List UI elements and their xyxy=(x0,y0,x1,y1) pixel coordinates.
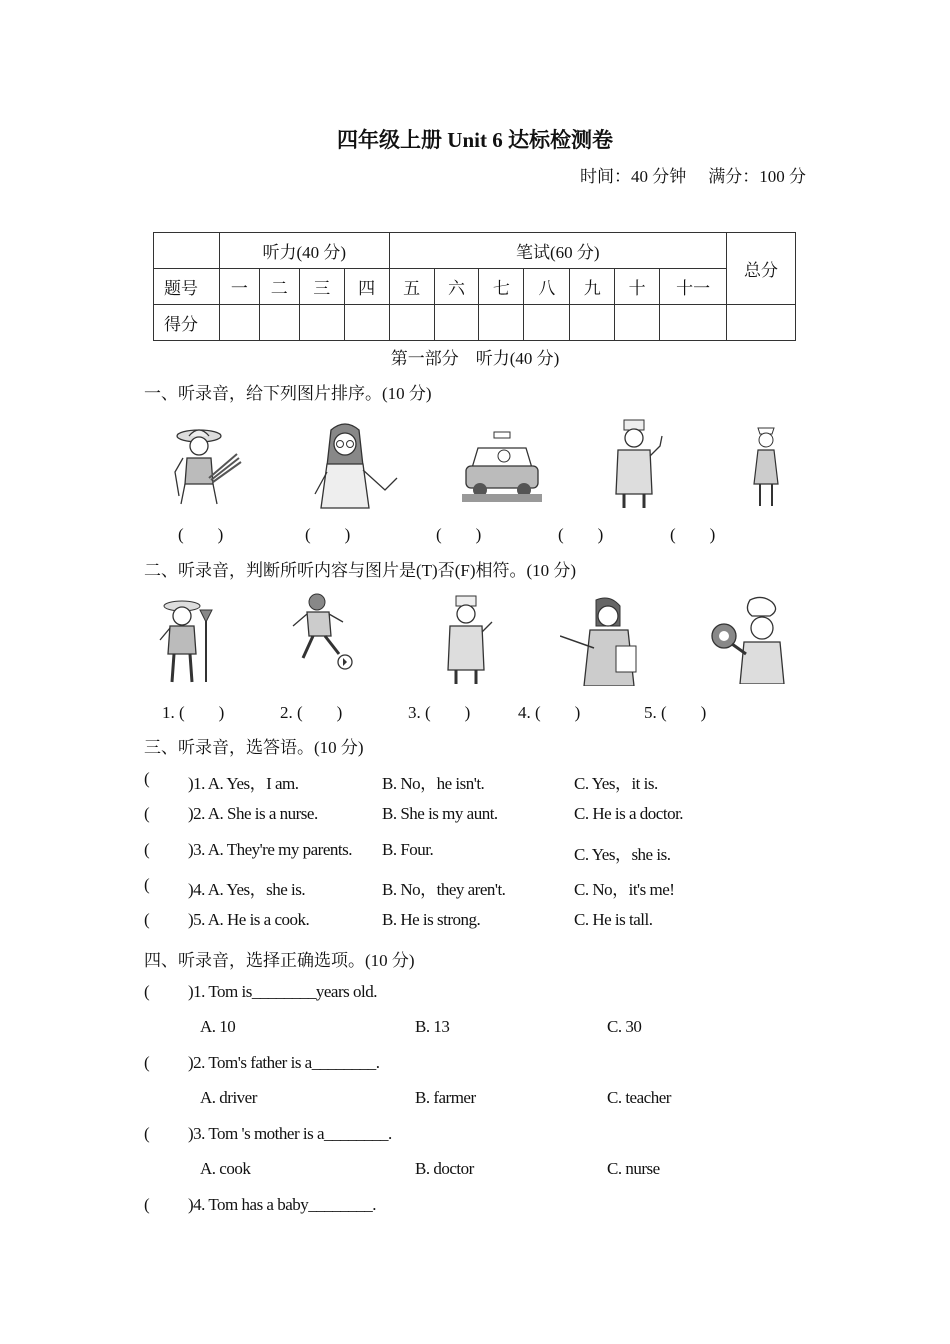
score-cell[interactable] xyxy=(660,305,727,341)
answer-paren: ( xyxy=(144,1124,150,1143)
option-c[interactable]: C. 30 xyxy=(607,1017,642,1036)
question-row[interactable] xyxy=(144,1124,844,1148)
score-cell[interactable] xyxy=(524,305,570,341)
option-b: B. She is my aunt. xyxy=(382,804,498,823)
option-b: B. No，he isn't. xyxy=(382,774,485,793)
table-number: 六 xyxy=(434,269,479,305)
farmer-icon xyxy=(165,424,245,508)
option-a: )2. A. She is a nurse. xyxy=(188,804,318,823)
score-cell[interactable] xyxy=(259,305,299,341)
score-cell[interactable] xyxy=(615,305,660,341)
answer-paren: ( xyxy=(144,840,150,859)
section-four-title: 四、听录音，选择正确选项。(10 分) xyxy=(144,951,415,970)
sort-blank[interactable]: ( ) xyxy=(305,525,351,544)
table-number-row xyxy=(154,269,796,305)
score-cell[interactable] xyxy=(434,305,479,341)
table-number: 一 xyxy=(219,269,259,305)
section-two-title: 二、听录音，判断所听内容与图片是(T)否(F)相符。(10 分) xyxy=(144,561,577,580)
option-c: C. Yes，it is. xyxy=(574,774,658,793)
score-cell[interactable] xyxy=(299,305,344,341)
section-three-title: 三、听录音，选答语。(10 分) xyxy=(144,738,364,757)
question-row[interactable] xyxy=(144,1053,844,1077)
option-b[interactable]: B. doctor xyxy=(415,1159,474,1178)
score-table xyxy=(153,232,796,341)
option-b: B. He is strong. xyxy=(382,910,481,929)
tf-blank[interactable]: 2. ( ) xyxy=(280,703,343,722)
option-row xyxy=(200,1017,850,1041)
question-row[interactable] xyxy=(144,982,844,1006)
list-item[interactable] xyxy=(144,840,844,864)
question-text: )4. Tom has a baby________. xyxy=(188,1195,377,1214)
tf-blank[interactable]: 1. ( ) xyxy=(162,703,225,722)
list-item[interactable] xyxy=(144,804,844,828)
tf-blank[interactable]: 5. ( ) xyxy=(644,703,707,722)
answer-paren: ( xyxy=(144,804,150,823)
score-cell[interactable] xyxy=(727,305,796,341)
tf-blank[interactable]: 3. ( ) xyxy=(408,703,471,722)
table-number: 四 xyxy=(344,269,389,305)
answer-paren: ( xyxy=(144,875,150,894)
football-player-icon xyxy=(287,592,357,672)
table-number: 十 xyxy=(615,269,660,305)
table-number: 九 xyxy=(570,269,615,305)
option-row xyxy=(200,1088,850,1112)
option-c: C. He is a doctor. xyxy=(574,804,684,823)
score-cell[interactable] xyxy=(570,305,615,341)
doctor-icon xyxy=(608,418,666,510)
table-score-row xyxy=(154,305,796,341)
listening-header: 听力(40 分) xyxy=(219,233,389,269)
option-b[interactable]: B. 13 xyxy=(415,1017,450,1036)
option-c: C. He is tall. xyxy=(574,910,653,929)
option-a[interactable]: A. cook xyxy=(200,1159,251,1178)
table-corner-cell xyxy=(154,233,220,269)
list-item[interactable] xyxy=(144,910,844,934)
list-item[interactable] xyxy=(144,875,844,899)
list-item[interactable] xyxy=(144,769,844,793)
option-b: B. Four. xyxy=(382,840,434,859)
answer-paren: ( xyxy=(144,1195,150,1214)
option-a: )4. A. Yes，she is. xyxy=(188,880,306,899)
sort-blank[interactable]: ( ) xyxy=(436,525,482,544)
option-a: )3. A. They're my parents. xyxy=(188,840,352,859)
table-number: 五 xyxy=(389,269,434,305)
option-a[interactable]: A. 10 xyxy=(200,1017,236,1036)
table-number: 七 xyxy=(479,269,524,305)
table-number: 二 xyxy=(259,269,299,305)
page-title: 四年级上册 Unit 6 达标检测卷 xyxy=(337,128,613,152)
question-text: )2. Tom's father is a________. xyxy=(188,1053,380,1072)
question-text: )3. Tom 's mother is a________. xyxy=(188,1124,392,1143)
answer-paren: ( xyxy=(144,910,150,929)
total-header: 总分 xyxy=(727,233,796,305)
answer-paren: ( xyxy=(144,769,150,788)
cook-icon xyxy=(706,596,790,684)
sort-blank[interactable]: ( ) xyxy=(558,525,604,544)
option-c: C. Yes，she is. xyxy=(574,845,671,864)
sort-blank[interactable]: ( ) xyxy=(670,525,716,544)
part-one-title: 第一部分 听力(40 分) xyxy=(390,349,560,368)
table-number: 八 xyxy=(524,269,570,305)
taxi-driver-icon xyxy=(462,430,542,504)
tf-blank[interactable]: 4. ( ) xyxy=(518,703,581,722)
option-c: C. No，it's me! xyxy=(574,880,675,899)
table-number: 三 xyxy=(299,269,344,305)
section-one-title: 一、听录音，给下列图片排序。(10 分) xyxy=(144,384,432,403)
score-cell[interactable] xyxy=(219,305,259,341)
sort-blank[interactable]: ( ) xyxy=(178,525,224,544)
option-b[interactable]: B. farmer xyxy=(415,1088,476,1107)
boy-farmer-icon xyxy=(156,596,216,686)
writing-header: 笔试(60 分) xyxy=(389,233,726,269)
option-a: )1. A. Yes，I am. xyxy=(188,774,299,793)
teacher-icon xyxy=(560,596,646,686)
doctor-icon xyxy=(440,594,496,686)
exam-meta xyxy=(580,162,806,187)
table-number: 十一 xyxy=(660,269,727,305)
answer-paren: ( xyxy=(144,982,150,1001)
exam-time: 时间：40 分钟 xyxy=(580,167,687,186)
score-cell[interactable] xyxy=(479,305,524,341)
table-header-row xyxy=(154,233,796,269)
option-c[interactable]: C. nurse xyxy=(607,1159,660,1178)
score-label: 得分 xyxy=(154,305,220,341)
number-label: 题号 xyxy=(154,269,220,305)
option-row xyxy=(200,1159,850,1183)
nurse-icon xyxy=(748,424,784,510)
girl-glasses-icon xyxy=(305,420,401,510)
option-a: )5. A. He is a cook. xyxy=(188,910,310,929)
option-a[interactable]: A. driver xyxy=(200,1088,257,1107)
option-b: B. No，they aren't. xyxy=(382,880,506,899)
score-cell[interactable] xyxy=(389,305,434,341)
exam-full-score: 满分：100 分 xyxy=(708,167,806,186)
option-c[interactable]: C. teacher xyxy=(607,1088,671,1107)
question-row[interactable] xyxy=(144,1195,844,1219)
question-text: )1. Tom is________years old. xyxy=(188,982,377,1001)
answer-paren: ( xyxy=(144,1053,150,1072)
score-cell[interactable] xyxy=(344,305,389,341)
